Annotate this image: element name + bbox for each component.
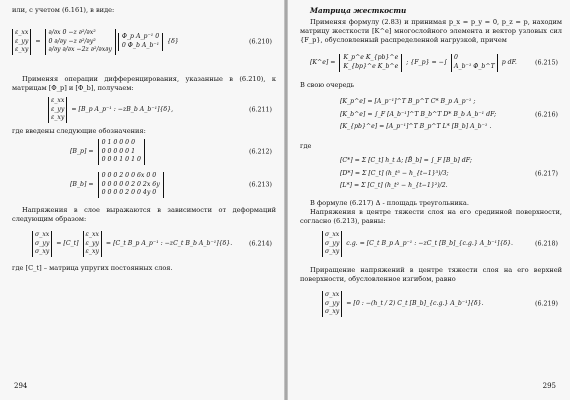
equation-rhs: = [0 : −(h_t / 2) C_t [B_b]_{c.g.} A_b⁻¹]{δ}. bbox=[346, 299, 484, 307]
vector-entry: σ_xy bbox=[35, 248, 50, 256]
left-paragraph-4: Напряжения в слое выражаются в зависимости от деформаций следующим образом: bbox=[12, 206, 276, 223]
left-paragraph-5: где [C_t] – матрица упругих постоянных слоя. bbox=[12, 264, 173, 272]
matrix-row: 0 0 0 0 2 0 0 4y 0 bbox=[101, 189, 157, 197]
matrix-row: K_{bp}^e K_b^e bbox=[343, 63, 399, 70]
stress-vector bbox=[322, 291, 342, 317]
page-number-left: 294 bbox=[14, 382, 28, 390]
equation-number: (6.213) bbox=[249, 181, 272, 189]
matrix-row: ∂/∂y ∂/∂x −2z ∂²/∂x∂y bbox=[48, 46, 112, 54]
equation-6-219 bbox=[300, 286, 562, 322]
equation-lhs: [B_p] = bbox=[70, 147, 94, 155]
left-intro-text: или, с учетом (6.161), в виде: bbox=[12, 6, 115, 14]
equation-line: [C*] = Σ [C_t] h_t Δ; [B̄_b] = ∫_F [B_b] dF; bbox=[340, 157, 472, 165]
equation-6-211 bbox=[12, 93, 276, 127]
matrix-row: 0 0 0 1 0 1 0 bbox=[101, 156, 141, 164]
equation-6-215 bbox=[300, 47, 562, 79]
stiffness-definitions bbox=[340, 98, 496, 132]
equation-number: (6.218) bbox=[535, 240, 558, 248]
vector-entry: σ_xy bbox=[325, 308, 340, 316]
right-paragraph-4: В формуле (6.217) Δ - площадь треугольника. bbox=[310, 199, 469, 207]
bp-matrix bbox=[98, 139, 145, 165]
right-paragraph-1: Применяя формулу (2.83) и принимая p_x = p_y = 0, p_z = p, находим матрицу жесткости [K^e] многослойного элемента и вектор узловых сил {F_p}, обусловленный распределенной нагрузкой, причем bbox=[300, 18, 562, 44]
matrix-row: 0 0 0 0 0 2 0 2x 6y bbox=[101, 180, 160, 188]
stress-vector bbox=[322, 231, 342, 257]
vector-entry: ε_xx bbox=[85, 231, 99, 239]
equation-rhs: c.g. = [C_t B_p A_p⁻¹ : −zC_t [B_b]_{c.g.} A_b⁻¹]{δ}. bbox=[346, 239, 514, 247]
matrix-row: 0 0 0 2 0 0 6x 0 0 bbox=[101, 172, 157, 180]
right-paragraph-6: Приращение напряжений в центре тяжести слоя на его верхней поверхности, обусловленное изгибом, равно bbox=[300, 266, 562, 283]
left-page bbox=[0, 0, 284, 400]
matrix-row: 0 ∂/∂y −z ∂²/∂y² bbox=[48, 37, 96, 45]
equation-number: (6.210) bbox=[249, 38, 272, 46]
vector-entry: σ_yy bbox=[325, 299, 340, 307]
equation-number: (6.219) bbox=[535, 300, 558, 308]
equation-lhs: [B_b] = bbox=[70, 180, 94, 188]
left-paragraph-2: Применяя операции дифференцирования, указанные в (6.210), к матрицам [Φ_p] и [Φ_b], получаем: bbox=[12, 75, 276, 92]
equation-6-216 bbox=[300, 90, 562, 140]
equation-line: [D*] = Σ [C_t] (h_t³ − h_{t−1}³)/3; bbox=[340, 169, 449, 177]
equation-lhs: [K^e] = bbox=[310, 58, 336, 66]
vector-entry: ε_xy bbox=[15, 46, 29, 54]
equation-6-214 bbox=[12, 226, 276, 262]
vector-entry: σ_xx bbox=[35, 231, 50, 239]
vector-entry: σ_xy bbox=[325, 248, 340, 256]
vector-entry: A_b⁻¹ Φ_b^T bbox=[454, 63, 495, 70]
bb-matrix bbox=[98, 172, 164, 198]
equation-tail: p dF. bbox=[501, 58, 517, 66]
vector-entry: ε_xy bbox=[51, 114, 65, 122]
matrix-row: ∂/∂x 0 −z ∂²/∂x² bbox=[48, 29, 96, 37]
equation-line: [K_p^e] = [A_p⁻¹]^T B_p^T C* B_p A_p⁻¹ ; bbox=[340, 98, 476, 106]
elastic-matrix-symbol: = [C_t] bbox=[56, 239, 79, 247]
strain-vector bbox=[12, 29, 31, 55]
section-title: Матрица жесткости bbox=[310, 6, 407, 15]
right-paragraph-5: Напряжения в центре тяжести слоя на его срединной поверхности, согласно (6.213), равны: bbox=[300, 208, 562, 225]
strain-vector bbox=[48, 97, 67, 123]
equation-6-213 bbox=[12, 168, 276, 202]
vector-entry: σ_yy bbox=[35, 239, 50, 247]
vector-entry: ε_xy bbox=[85, 248, 99, 256]
equation-mid: ; {F_p} = −∫ bbox=[406, 58, 448, 66]
matrix-row: Φ_p A_p⁻¹ 0 bbox=[121, 33, 160, 41]
equation-6-217 bbox=[300, 151, 562, 197]
equation-line: [L*] = Σ [C_t] (h_t² − h_{t−1}²)/2. bbox=[340, 182, 448, 190]
vector-entry: σ_xx bbox=[325, 231, 340, 239]
vector-entry: σ_yy bbox=[325, 239, 340, 247]
equation-line: [K_b^e] = ∫_F [A_b⁻¹]^T B_b^T D* B_b A_b⁻¹ dF; bbox=[340, 110, 497, 118]
vector-entry: ε_xx bbox=[51, 97, 65, 105]
right-page bbox=[288, 0, 570, 400]
equation-rhs: = [C_t B_p A_p⁻¹ : −zC_t B_b A_b⁻¹]{δ}. bbox=[105, 239, 233, 247]
vector-entry: ε_yy bbox=[51, 105, 65, 113]
shape-function-matrix bbox=[118, 33, 163, 50]
equation-number: (6.216) bbox=[535, 111, 558, 119]
vector-entry: 0 bbox=[454, 54, 458, 62]
equation-6-210: ε_xx ε_yy ε_xy = ∂/∂x 0 −z ∂²/∂x² 0 ∂/∂y −z ∂²/∂y² ∂/∂y ∂/∂x −2z ∂²/∂x∂y Φ_p A_p⁻¹ 0 0 Φ_b A_b⁻¹ {δ} (6.210) bbox=[12, 17, 276, 67]
vector-entry: ε_yy bbox=[85, 239, 99, 247]
load-vector bbox=[451, 54, 498, 71]
left-paragraph-3: где введены следующие обозначения: bbox=[12, 127, 146, 135]
strain-vector bbox=[83, 231, 102, 257]
vector-entry: σ_xx bbox=[325, 291, 340, 299]
differential-operator-matrix bbox=[45, 29, 116, 55]
matrix-row: 0 1 0 0 0 0 bbox=[101, 139, 136, 147]
stress-vector bbox=[32, 231, 52, 257]
equation-6-212 bbox=[12, 136, 276, 168]
equation-6-218 bbox=[300, 226, 562, 262]
equation-number: (6.217) bbox=[535, 170, 558, 178]
equation-number: (6.211) bbox=[249, 106, 272, 114]
equation-number: (6.214) bbox=[249, 240, 272, 248]
vector-entry: ε_xx bbox=[15, 29, 29, 37]
layer-matrix-definitions bbox=[340, 157, 472, 191]
right-paragraph-3: где bbox=[300, 142, 312, 150]
stiffness-block-matrix bbox=[339, 54, 402, 71]
matrix-row: 0 0 0 0 0 1 bbox=[101, 147, 136, 155]
matrix-row: 0 Φ_b A_b⁻¹ bbox=[121, 42, 160, 49]
page-number-right: 295 bbox=[542, 382, 556, 390]
matrix-row: K_p^e K_{pb}^e bbox=[343, 54, 399, 62]
equation-tail: {δ} bbox=[167, 37, 179, 45]
equation-line: [K_{pb}^e] = [A_p⁻¹]^T B_p^T L* [B_b] A_b⁻¹ . bbox=[340, 123, 492, 131]
equation-number: (6.212) bbox=[249, 148, 272, 156]
equation-rhs: = [B_p A_p⁻¹ : −zB_b A_b⁻¹]{δ}, bbox=[71, 105, 174, 113]
right-paragraph-2: В свою очередь bbox=[300, 81, 355, 89]
vector-entry: ε_yy bbox=[15, 37, 29, 45]
equation-number: (6.215) bbox=[535, 59, 558, 67]
